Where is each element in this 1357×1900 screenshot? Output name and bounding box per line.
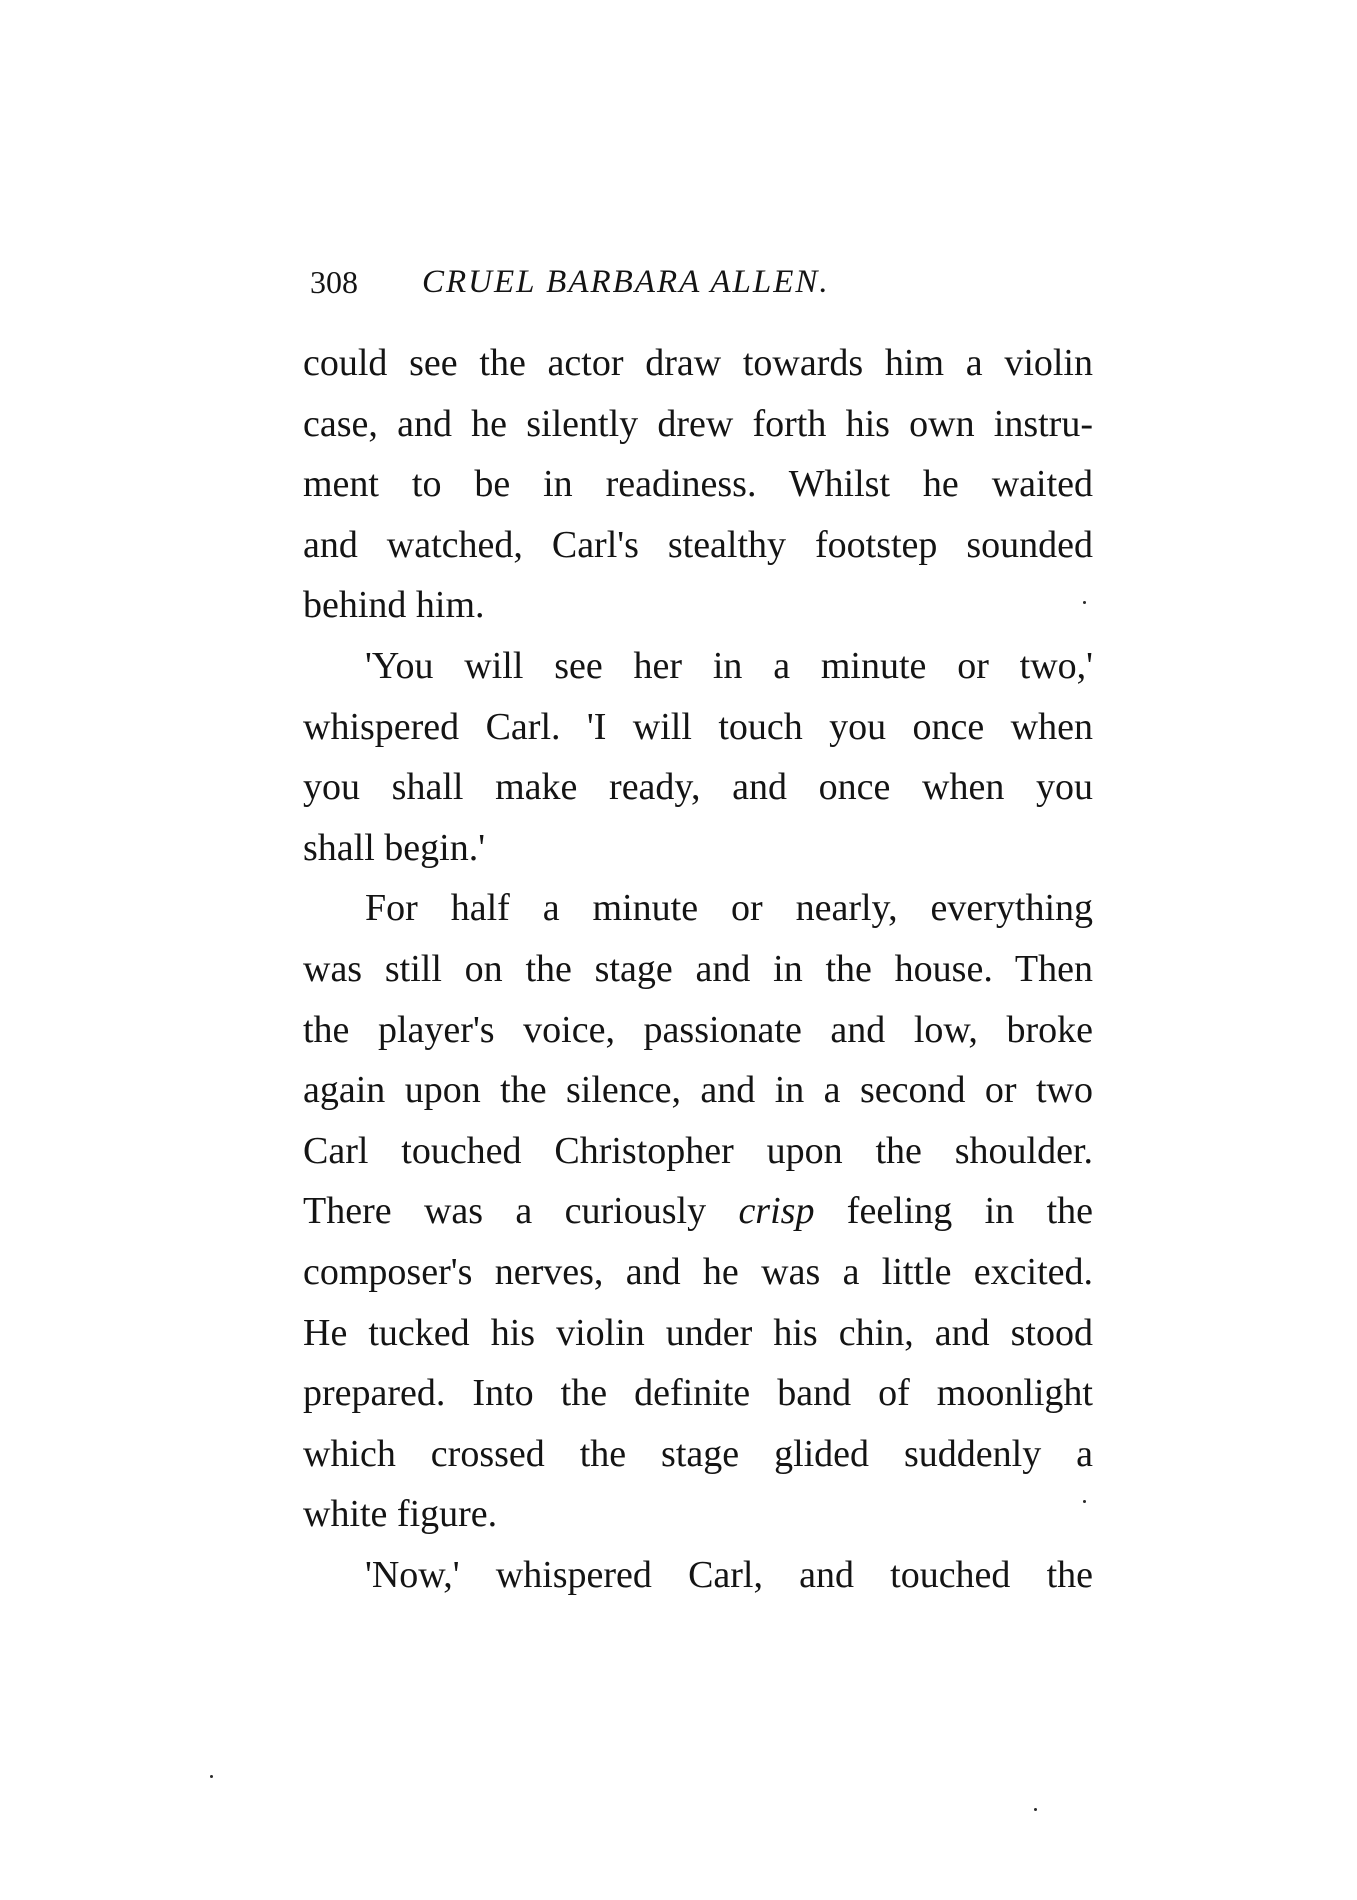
text-line: you shall make ready, and once when you (303, 766, 1093, 809)
text-line: white figure. (303, 1493, 498, 1536)
running-head (310, 262, 1090, 312)
text-line: composer's nerves, and he was a little excited. (303, 1250, 1093, 1293)
text-line: the player's voice, passionate and low, broke (303, 1008, 1093, 1051)
text-line: For half a minute or nearly, everything (365, 887, 1093, 930)
text-line: again upon the silence, and in a second or two (303, 1069, 1093, 1112)
text-line (303, 1186, 1093, 1247)
text-line: 'Now,' whispered Carl, and touched the (365, 1553, 1093, 1596)
text-line: was still on the stage and in the house. Then (303, 947, 1093, 990)
text-line: and watched, Carl's stealthy footstep sounded (303, 523, 1093, 566)
text-line: behind him. (303, 584, 485, 627)
page-number: 308 (310, 264, 358, 300)
italic-word: crisp (738, 1190, 815, 1233)
ink-speck (1083, 601, 1086, 604)
text-line: ment to be in readiness. Whilst he waited (303, 463, 1093, 506)
running-title: CRUEL BARBARA ALLEN. (422, 264, 830, 300)
text-line: case, and he silently drew forth his own instru- (303, 402, 1093, 445)
ink-speck (1083, 1500, 1086, 1503)
text-line: whispered Carl. 'I will touch you once when (303, 705, 1093, 748)
body-text (303, 338, 1093, 1610)
text-line: shall begin.' (303, 826, 486, 869)
text-segment: There was a curiously (303, 1190, 707, 1233)
text-line: which crossed the stage glided suddenly a (303, 1432, 1093, 1475)
text-line: could see the actor draw towards him a violin (303, 342, 1093, 384)
text-line: 'You will see her in a minute or two,' (365, 644, 1093, 687)
text-segment: feeling in the (846, 1190, 1093, 1233)
ink-speck (210, 1775, 213, 1778)
text-line: prepared. Into the definite band of moonlight (303, 1372, 1093, 1415)
text-line: Carl touched Christopher upon the shoulder. (303, 1129, 1093, 1172)
ink-speck (1034, 1808, 1037, 1811)
text-line: He tucked his violin under his chin, and stood (303, 1311, 1093, 1354)
